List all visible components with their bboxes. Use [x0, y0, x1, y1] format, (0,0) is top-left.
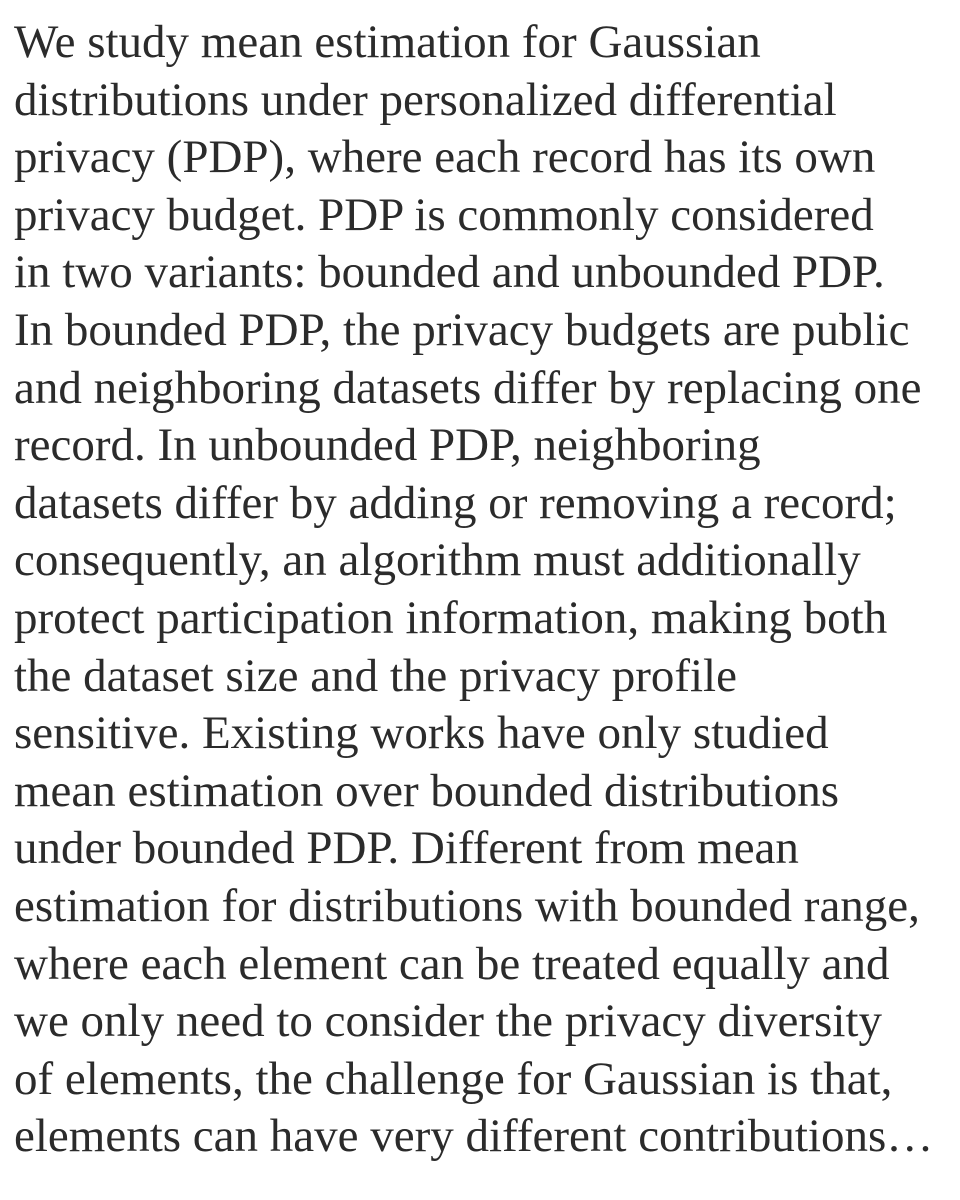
- abstract-line: of elements, the challenge for Gaussian is that,: [14, 1052, 893, 1105]
- abstract-line: privacy (PDP), where each record has its own: [14, 131, 876, 184]
- abstract-line: the dataset size and the privacy profile: [14, 649, 737, 702]
- abstract-line: record. In unbounded PDP, neighboring: [14, 419, 761, 472]
- abstract-line: estimation for distributions with bounded range,: [14, 879, 920, 932]
- abstract-line: and neighboring datasets differ by replacing one: [14, 361, 922, 414]
- abstract-line: mean estimation over bounded distributions: [14, 764, 839, 817]
- abstract-line: privacy budget. PDP is commonly considered: [14, 188, 874, 241]
- abstract-line: sensitive. Existing works have only studied: [14, 707, 829, 760]
- abstract-line: under bounded PDP. Different from mean: [14, 822, 799, 875]
- abstract-line: we only need to consider the privacy diversity: [14, 995, 882, 1048]
- abstract-line: in two variants: bounded and unbounded PDP.: [14, 246, 885, 299]
- abstract-line: elements can have very different contributions…: [14, 1110, 934, 1163]
- abstract-line: In bounded PDP, the privacy budgets are public: [14, 303, 910, 356]
- abstract-line: where each element can be treated equally and: [14, 937, 890, 990]
- abstract-line: We study mean estimation for Gaussian: [14, 16, 761, 68]
- abstract-paragraph: [14, 14, 960, 1166]
- abstract-line: protect participation information, making both: [14, 591, 888, 644]
- abstract-line: consequently, an algorithm must additionally: [14, 534, 861, 587]
- abstract-line: datasets differ by adding or removing a record;: [14, 476, 897, 529]
- abstract-line: distributions under personalized differential: [14, 73, 837, 126]
